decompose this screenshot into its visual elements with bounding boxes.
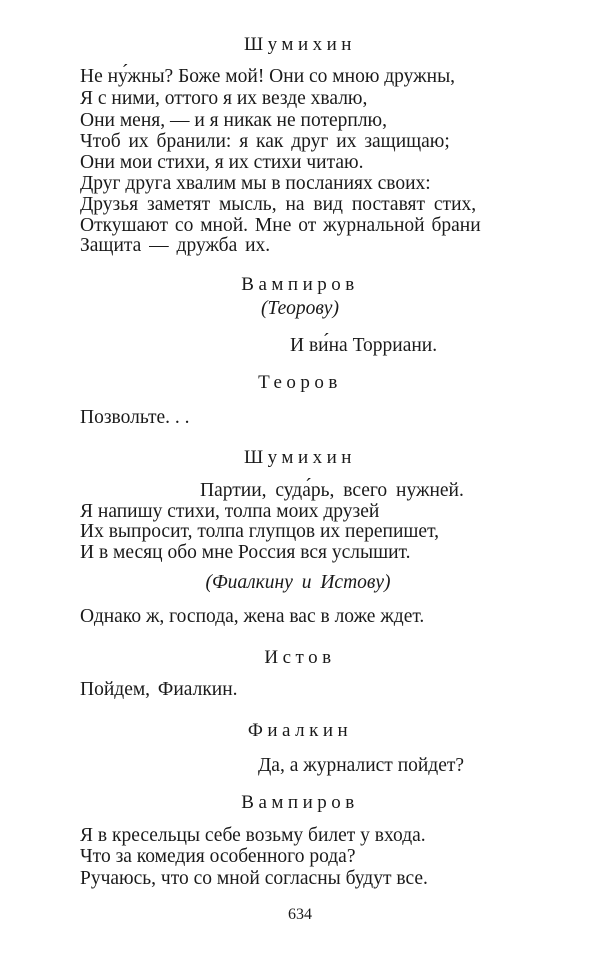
verse-line: Откушают со мной. Мне от журнальной брани [80,215,481,236]
verse-line: Пойдем, Фиалкин. [80,679,238,700]
speaker-name: Истов [264,647,336,668]
verse-line: Партии, суда́рь, всего нужней. [200,480,464,501]
verse-line: Однако ж, господа, жена вас в ложе ждет. [80,606,425,627]
verse-line: Я в кресельцы себе возьму билет у входа. [80,825,426,846]
verse-line: Они меня, — и я никак не потерплю, [80,110,387,131]
verse-line: Что за комедия особенного рода? [80,846,356,867]
speaker-name: Теоров [258,372,342,393]
speaker-name: Фиалкин [247,720,353,741]
speaker-name: Шумихин [244,447,356,468]
speaker-name: Шумихин [244,34,356,55]
verse-line: Чтоб их бранили: я как друг их защищаю; [80,131,450,152]
verse-line: Не ну́жны? Боже мой! Они со мною дружны, [80,66,456,87]
verse-line: Позвольте. . . [80,407,190,428]
verse-line: Я напишу стихи, толпа моих друзей [80,501,380,522]
verse-line: Друзья заметят мысль, на вид поставят стих, [80,194,477,215]
verse-line: Они мои стихи, я их стихи читаю. [80,152,364,173]
verse-line: Ручаюсь, что со мной согласны будут все. [80,868,428,889]
stage-direction: (Фиалкину и Истову) [205,572,391,593]
verse-line: И в месяц обо мне Россия вся услышит. [80,542,411,563]
verse-line: И ви́на Торриани. [290,335,438,356]
verse-line: Друг друга хвалим мы в посланиях своих: [80,173,431,194]
verse-line: Защита — дружба их. [80,235,271,256]
verse-line: Да, а журналист пойдет? [258,755,465,776]
page-number: 634 [288,906,312,923]
verse-line: Я с ними, оттого я их везде хвалю, [80,88,368,109]
speaker-name: Вампиров [241,792,359,813]
stage-direction: (Теорову) [261,298,339,319]
speaker-name: Вампиров [241,274,359,295]
verse-line: Их выпросит, толпа глупцов их перепишет, [80,521,440,542]
